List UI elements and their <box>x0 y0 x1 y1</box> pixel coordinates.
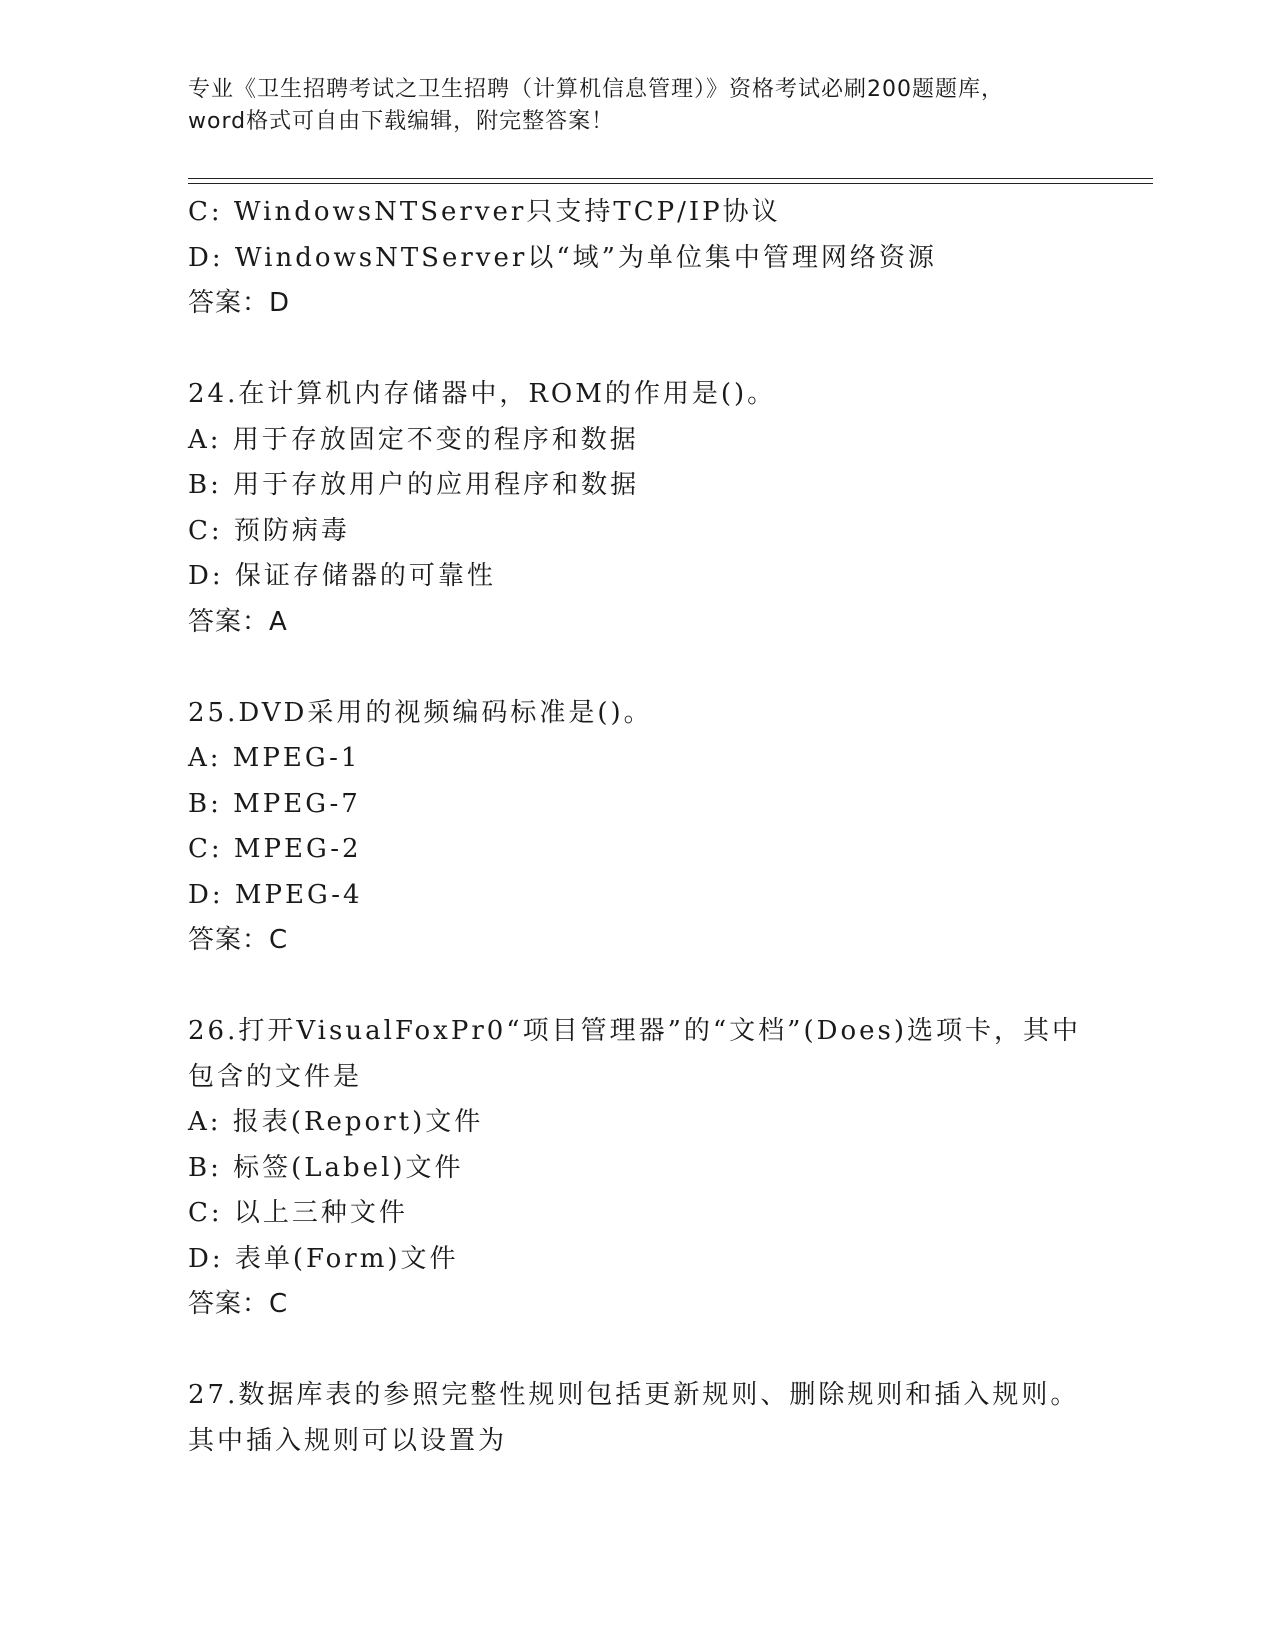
answer-text: 答案：C <box>188 925 289 955</box>
option-a: A: 用于存放固定不变的程序和数据 <box>188 424 639 455</box>
option-b: B: 标签(Label)文件 <box>188 1152 464 1183</box>
option-d: D: WindowsNTServer以“域”为单位集中管理网络资源 <box>188 242 937 273</box>
option-a: A: 报表(Report)文件 <box>188 1107 484 1137</box>
question-24 <box>188 372 1088 645</box>
answer-text: 答案：A <box>188 606 288 637</box>
option-c: C: WindowsNTServer只支持TCP/IP协议 <box>188 197 781 227</box>
spacer <box>188 1328 1088 1374</box>
answer-text: 答案：C <box>188 1289 289 1319</box>
question-list <box>188 190 1088 1464</box>
question-stem-line-1: 26.打开VisualFoxPr0“项目管理器”的“文档”(Does)选项卡，其中 <box>188 1016 1081 1046</box>
option-d: D: 保证存储器的可靠性 <box>188 561 496 591</box>
option-d: D: 表单(Form)文件 <box>188 1243 459 1274</box>
question-stem: 25.DVD采用的视频编码标准是()。 <box>188 697 653 728</box>
question-26 <box>188 1009 1088 1328</box>
option-a: A: MPEG-1 <box>188 743 361 773</box>
question-stem-line-2: 包含的文件是 <box>188 1061 363 1092</box>
header-divider-bottom <box>188 183 1153 184</box>
spacer <box>188 645 1088 691</box>
question-stem-line-2: 其中插入规则可以设置为 <box>188 1425 508 1456</box>
previous-question-tail <box>188 190 1088 327</box>
option-b: B: 用于存放用户的应用程序和数据 <box>188 470 640 500</box>
option-b: B: MPEG-7 <box>188 788 361 819</box>
question-25 <box>188 691 1088 964</box>
header-line-1: 专业《卫生招聘考试之卫生招聘（计算机信息管理）》资格考试必刷200题题库， <box>188 77 1004 102</box>
option-d: D: MPEG-4 <box>188 879 363 910</box>
document-header <box>188 74 1088 138</box>
option-c: C: MPEG-2 <box>188 834 362 864</box>
header-divider-top <box>188 178 1153 179</box>
question-27 <box>188 1373 1088 1464</box>
question-stem-line-1: 27.数据库表的参照完整性规则包括更新规则、删除规则和插入规则。 <box>188 1380 1080 1410</box>
question-stem: 24.在计算机内存储器中，ROM的作用是()。 <box>188 379 777 409</box>
option-c: C: 以上三种文件 <box>188 1198 408 1228</box>
spacer <box>188 964 1088 1010</box>
spacer <box>188 327 1088 373</box>
option-c: C: 预防病毒 <box>188 515 350 546</box>
header-line-2: word格式可自由下载编辑，附完整答案！ <box>188 109 615 134</box>
answer-text: 答案：D <box>188 288 291 318</box>
